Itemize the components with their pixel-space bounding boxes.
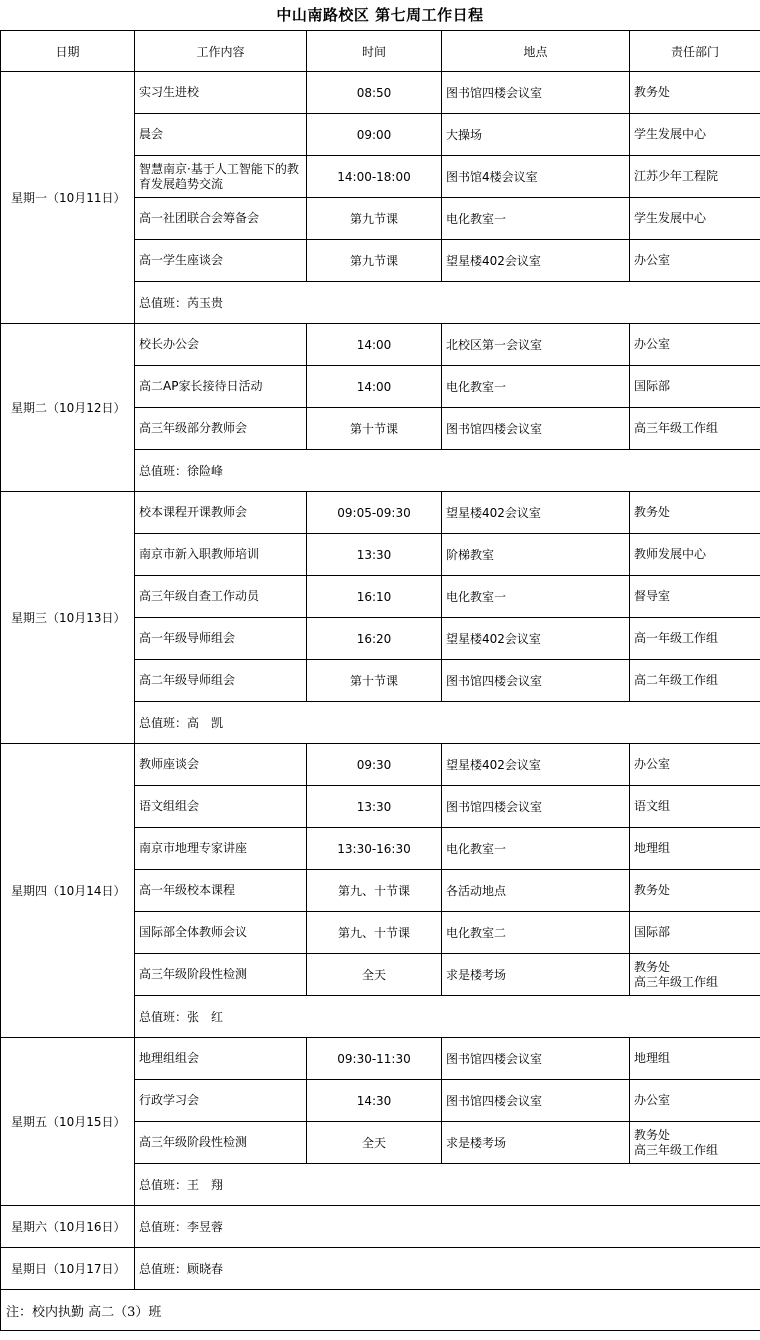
- event-place: 大操场: [442, 114, 630, 156]
- event-time: 09:30: [307, 744, 442, 786]
- event-content: 行政学习会: [135, 1080, 307, 1122]
- event-content: 校本课程开课教师会: [135, 492, 307, 534]
- event-content: 高一年级校本课程: [135, 870, 307, 912]
- dept-name: 高三年级工作组: [634, 1142, 719, 1157]
- event-time: 14:30: [307, 1080, 442, 1122]
- dept-name: 高三年级工作组: [634, 421, 719, 435]
- header-place: 地点: [442, 31, 630, 72]
- event-dept: [630, 912, 760, 954]
- duty-officer: 总值班：顾晓春: [135, 1248, 760, 1290]
- header-content: 工作内容: [135, 31, 307, 72]
- dept-name: 国际部: [634, 925, 671, 939]
- event-content: 高三年级阶段性检测: [135, 954, 307, 996]
- dept-name: 国际部: [634, 379, 671, 393]
- dept-name: 高二年级工作组: [634, 673, 719, 687]
- event-dept: [630, 576, 760, 618]
- event-content: 智慧南京·基于人工智能下的教育发展趋势交流: [135, 156, 307, 198]
- event-dept: [630, 492, 760, 534]
- event-content: 地理组组会: [135, 1038, 307, 1080]
- header-row: [1, 31, 760, 72]
- table-row: [1, 72, 760, 114]
- day-row: [1, 1206, 760, 1248]
- dept-name: 高一年级工作组: [634, 631, 719, 645]
- event-place: 图书馆四楼会议室: [442, 660, 630, 702]
- schedule-title: 中山南路校区 第七周工作日程: [276, 6, 484, 24]
- event-time: 09:05-09:30: [307, 492, 442, 534]
- event-time: 全天: [307, 954, 442, 996]
- event-dept: [630, 660, 760, 702]
- day-label: 星期三（10月13日）: [1, 492, 135, 744]
- event-dept: [630, 954, 760, 996]
- dept-name: 教务处: [634, 85, 671, 99]
- table-row: [1, 1038, 760, 1080]
- schedule-table: [0, 30, 760, 1331]
- event-time: 13:30: [307, 786, 442, 828]
- event-content: 高一年级导师组会: [135, 618, 307, 660]
- event-content: 高三年级阶段性检测: [135, 1122, 307, 1164]
- dept-name: 学生发展中心: [634, 127, 707, 141]
- event-place: 求是楼考场: [442, 954, 630, 996]
- event-time: 第九、十节课: [307, 912, 442, 954]
- schedule-body: [1, 72, 760, 1290]
- dept-name: 语文组: [634, 799, 671, 813]
- event-time: 14:00: [307, 366, 442, 408]
- event-time: 第九节课: [307, 198, 442, 240]
- event-dept: [630, 240, 760, 282]
- event-time: 第九节课: [307, 240, 442, 282]
- duty-officer: 总值班：李昱蓉: [135, 1206, 760, 1248]
- event-dept: [630, 366, 760, 408]
- event-dept: [630, 1080, 760, 1122]
- event-time: 14:00-18:00: [307, 156, 442, 198]
- day-label: 星期五（10月15日）: [1, 1038, 135, 1206]
- event-content: 南京市新入职教师培训: [135, 534, 307, 576]
- event-content: 语文组组会: [135, 786, 307, 828]
- event-place: 电化教室一: [442, 198, 630, 240]
- event-content: 国际部全体教师会议: [135, 912, 307, 954]
- event-time: 16:20: [307, 618, 442, 660]
- event-time: 第十节课: [307, 660, 442, 702]
- event-dept: [630, 828, 760, 870]
- dept-name: 地理组: [634, 1051, 671, 1065]
- dept-name: 教务处: [634, 883, 671, 897]
- event-time: 第十节课: [307, 408, 442, 450]
- event-place: 电化教室一: [442, 576, 630, 618]
- event-dept: [630, 870, 760, 912]
- event-time: 14:00: [307, 324, 442, 366]
- footnote: 注：校内执勤 高二（3）班: [1, 1290, 760, 1331]
- day-label: 星期四（10月14日）: [1, 744, 135, 1038]
- event-dept: [630, 1038, 760, 1080]
- event-place: 电化教室一: [442, 828, 630, 870]
- dept-name: 江苏少年工程院: [634, 169, 719, 183]
- event-content: 晨会: [135, 114, 307, 156]
- dept-name: 地理组: [634, 841, 671, 855]
- header-time: 时间: [307, 31, 442, 72]
- event-place: 图书馆四楼会议室: [442, 72, 630, 114]
- dept-name: 教务处: [634, 1127, 671, 1142]
- header-dept: 责任部门: [630, 31, 760, 72]
- event-time: 13:30: [307, 534, 442, 576]
- table-row: [1, 324, 760, 366]
- event-place: 电化教室二: [442, 912, 630, 954]
- duty-officer: 总值班：徐险峰: [135, 450, 760, 492]
- event-time: 09:00: [307, 114, 442, 156]
- event-time: 08:50: [307, 72, 442, 114]
- dept-name: 办公室: [634, 337, 671, 351]
- duty-officer: 总值班：王 翔: [135, 1164, 760, 1206]
- event-place: 望星楼402会议室: [442, 492, 630, 534]
- event-time: 全天: [307, 1122, 442, 1164]
- event-time: 13:30-16:30: [307, 828, 442, 870]
- event-place: 图书馆四楼会议室: [442, 1080, 630, 1122]
- event-content: 南京市地理专家讲座: [135, 828, 307, 870]
- event-dept: [630, 534, 760, 576]
- event-time: 16:10: [307, 576, 442, 618]
- dept-name: 办公室: [634, 253, 671, 267]
- header-date: 日期: [1, 31, 135, 72]
- day-label: 星期六（10月16日）: [1, 1206, 135, 1248]
- table-row: [1, 492, 760, 534]
- table-row: [1, 744, 760, 786]
- event-content: 校长办公会: [135, 324, 307, 366]
- event-dept: [630, 156, 760, 198]
- event-dept: [630, 786, 760, 828]
- dept-name: 教务处: [634, 505, 671, 519]
- event-place: 阶梯教室: [442, 534, 630, 576]
- event-place: 望星楼402会议室: [442, 240, 630, 282]
- day-label: 星期日（10月17日）: [1, 1248, 135, 1290]
- dept-name: 学生发展中心: [634, 211, 707, 225]
- event-content: 实习生进校: [135, 72, 307, 114]
- event-dept: [630, 198, 760, 240]
- dept-name: 教师发展中心: [634, 547, 707, 561]
- event-place: 图书馆4楼会议室: [442, 156, 630, 198]
- event-place: 北校区第一会议室: [442, 324, 630, 366]
- event-dept: [630, 744, 760, 786]
- dept-name: 高三年级工作组: [634, 974, 719, 989]
- event-content: 教师座谈会: [135, 744, 307, 786]
- event-place: 求是楼考场: [442, 1122, 630, 1164]
- event-place: 图书馆四楼会议室: [442, 1038, 630, 1080]
- event-place: 望星楼402会议室: [442, 744, 630, 786]
- event-dept: [630, 114, 760, 156]
- event-content: 高三年级部分教师会: [135, 408, 307, 450]
- duty-officer: 总值班：芮玉贵: [135, 282, 760, 324]
- event-place: 望星楼402会议室: [442, 618, 630, 660]
- event-place: 图书馆四楼会议室: [442, 408, 630, 450]
- dept-name: 办公室: [634, 1093, 671, 1107]
- note-row: [1, 1290, 760, 1331]
- dept-name: 办公室: [634, 757, 671, 771]
- duty-officer: 总值班：张 红: [135, 996, 760, 1038]
- dept-name: 督导室: [634, 589, 671, 603]
- event-content: 高三年级自查工作动员: [135, 576, 307, 618]
- event-content: 高一学生座谈会: [135, 240, 307, 282]
- day-label: 星期二（10月12日）: [1, 324, 135, 492]
- day-label: 星期一（10月11日）: [1, 72, 135, 324]
- event-place: 图书馆四楼会议室: [442, 786, 630, 828]
- event-time: 09:30-11:30: [307, 1038, 442, 1080]
- day-row: [1, 1248, 760, 1290]
- event-dept: [630, 72, 760, 114]
- event-dept: [630, 324, 760, 366]
- duty-officer: 总值班：高 凯: [135, 702, 760, 744]
- event-time: 第九、十节课: [307, 870, 442, 912]
- event-dept: [630, 408, 760, 450]
- event-content: 高二年级导师组会: [135, 660, 307, 702]
- event-dept: [630, 618, 760, 660]
- event-content: 高一社团联合会筹备会: [135, 198, 307, 240]
- event-dept: [630, 1122, 760, 1164]
- event-place: 各活动地点: [442, 870, 630, 912]
- event-place: 电化教室一: [442, 366, 630, 408]
- dept-name: 教务处: [634, 959, 671, 974]
- event-content: 高二AP家长接待日活动: [135, 366, 307, 408]
